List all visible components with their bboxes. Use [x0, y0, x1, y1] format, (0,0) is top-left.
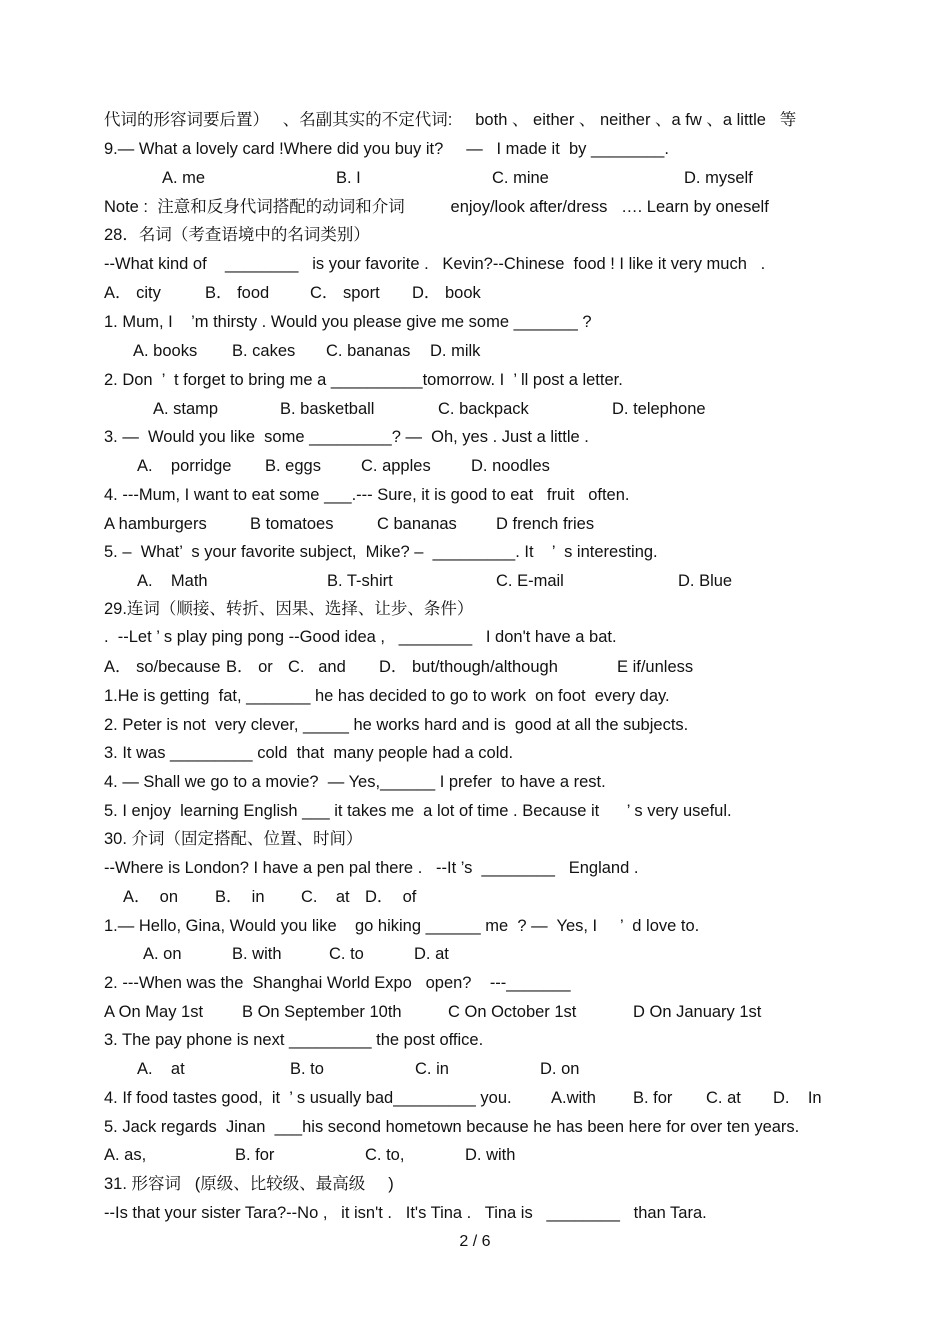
option-text: A. as, [104, 1146, 147, 1164]
option-text: D． of [365, 888, 417, 906]
line-text: 2. ---When was the Shanghai World Expo open? ---_______ [104, 974, 571, 992]
option-text: D. on [540, 1060, 580, 1078]
option-text: E if/unless [617, 658, 694, 676]
line-text: 4. — Shall we go to a movie? — Yes,______ I prefer to have a rest. [104, 773, 606, 791]
option-text: C. E-mail [496, 572, 564, 590]
line-text: 3. — Would you like some _________? — Oh, yes . Just a little . [104, 428, 589, 446]
line-text: 5. I enjoy learning English ___ it takes me a lot of time . Because it ’ s very useful. [104, 802, 732, 820]
option-text: D. with [465, 1146, 516, 1164]
option-text: D. milk [430, 342, 481, 360]
line-text: . --Let ’ s play ping pong --Good idea , ________ I don't have a bat. [104, 628, 617, 646]
option-text: C On October 1st [448, 1003, 577, 1021]
line-text: 代词的形容词要后置） 、名副其实的不定代词: both 、 either 、 neither 、a fw 、a little 等 [104, 111, 797, 129]
option-text: A On May 1st [104, 1003, 204, 1021]
line-text: --Is that your sister Tara?--No , it isn't . It's Tina . Tina is ________ than Tara. [104, 1204, 707, 1222]
option-text: A. books [133, 342, 198, 360]
option-text: B． or [226, 658, 273, 676]
option-text: C. to [329, 945, 364, 963]
option-text: B. I [336, 169, 361, 187]
option-text: A． so/because [104, 658, 221, 676]
line-text: 28．名词（考查语境中的名词类别） [104, 226, 370, 244]
option-text: D． but/though/although [379, 658, 558, 676]
option-text: D. telephone [612, 400, 706, 418]
option-text: 4. If food tastes good, it ’ s usually bad_________ you. [104, 1089, 512, 1107]
option-text: C. and [288, 658, 346, 676]
line-text: --Where is London? I have a pen pal there . --It ’s ________ England . [104, 859, 639, 877]
option-text: C. at [301, 888, 350, 906]
option-text: B tomatoes [250, 515, 334, 533]
option-text: C bananas [377, 515, 457, 533]
option-text: D. myself [684, 169, 753, 187]
line-text: 30. 介词（固定搭配、位置、时间） [104, 830, 363, 848]
line-text: Note : 注意和反身代词搭配的动词和介词 enjoy/look after/dress …. Learn by oneself [104, 198, 769, 216]
option-text: A. on [143, 945, 182, 963]
option-text: D. noodles [471, 457, 550, 475]
line-text: 4. ---Mum, I want to eat some ___.--- Sure, it is good to eat fruit often. [104, 486, 630, 504]
option-text: B. basketball [280, 400, 375, 418]
line-text: 9.— What a lovely card !Where did you buy it? — I made it by ________. [104, 140, 669, 158]
line-text: 3. The pay phone is next _________ the post office. [104, 1031, 484, 1049]
option-text: D. at [414, 945, 449, 963]
option-text: B. eggs [265, 457, 321, 475]
option-text: B. cakes [232, 342, 296, 360]
option-text: B. to [290, 1060, 324, 1078]
line-text: 2. Don ’ t forget to bring me a __________tomorrow. I ’ ll post a letter. [104, 371, 623, 389]
option-text: D. In [773, 1089, 822, 1107]
option-text: A. Math [137, 572, 208, 590]
option-text: C. apples [361, 457, 431, 475]
line-text: 3. It was _________ cold that many people had a cold. [104, 744, 514, 762]
option-text: A. stamp [153, 400, 219, 418]
line-text: 1. Mum, I ’m thirsty . Would you please give me some _______ ? [104, 313, 592, 331]
option-text: C. mine [492, 169, 549, 187]
line-text: --What kind of ________ is your favorite . Kevin?--Chinese food ! I like it very much . [104, 255, 766, 273]
option-text: C． sport [310, 284, 380, 302]
option-text: A. porridge [137, 457, 232, 475]
option-text: C. backpack [438, 400, 529, 418]
line-text: 2. Peter is not very clever, _____ he works hard and is good at all the subjects. [104, 716, 689, 734]
option-text: C. in [415, 1060, 449, 1078]
line-text: 5. Jack regards Jinan ___his second hometown because he has been here for over ten years. [104, 1118, 800, 1136]
line-text: 5. – What’ s your favorite subject, Mike? – _________. It ’ s interesting. [104, 543, 658, 561]
option-text: C. at [706, 1089, 741, 1107]
option-text: B. for [235, 1146, 275, 1164]
option-text: B． in [215, 888, 265, 906]
option-text: B. with [232, 945, 282, 963]
line-text: 29.连词（顺接、转折、因果、选择、让步、条件） [104, 600, 474, 618]
option-text: A. me [162, 169, 206, 187]
option-text: D On January 1st [633, 1003, 762, 1021]
line-text: 1.— Hello, Gina, Would you like go hiking ______ me ? — Yes, I ’ d love to. [104, 917, 700, 935]
option-text: B. for [633, 1089, 673, 1107]
option-text: A． city [104, 284, 161, 302]
page-number: 2 / 6 [459, 1233, 491, 1250]
option-text: D french fries [496, 515, 595, 533]
line-text: 31. 形容词 (原级、比较级、最高级 ) [104, 1175, 394, 1193]
option-text: A． on [123, 888, 179, 906]
option-text: D． book [412, 284, 481, 302]
option-text: C. to, [365, 1146, 405, 1164]
option-text: D. Blue [678, 572, 733, 590]
option-text: A. at [137, 1060, 185, 1078]
line-text: 1.He is getting fat, _______ he has decided to go to work on foot every day. [104, 687, 670, 705]
option-text: B On September 10th [242, 1003, 402, 1021]
option-text: B． food [205, 284, 270, 302]
option-text: A hamburgers [104, 515, 207, 533]
option-text: A.with [551, 1089, 596, 1107]
option-text: B. T-shirt [327, 572, 393, 590]
option-text: C. bananas [326, 342, 411, 360]
